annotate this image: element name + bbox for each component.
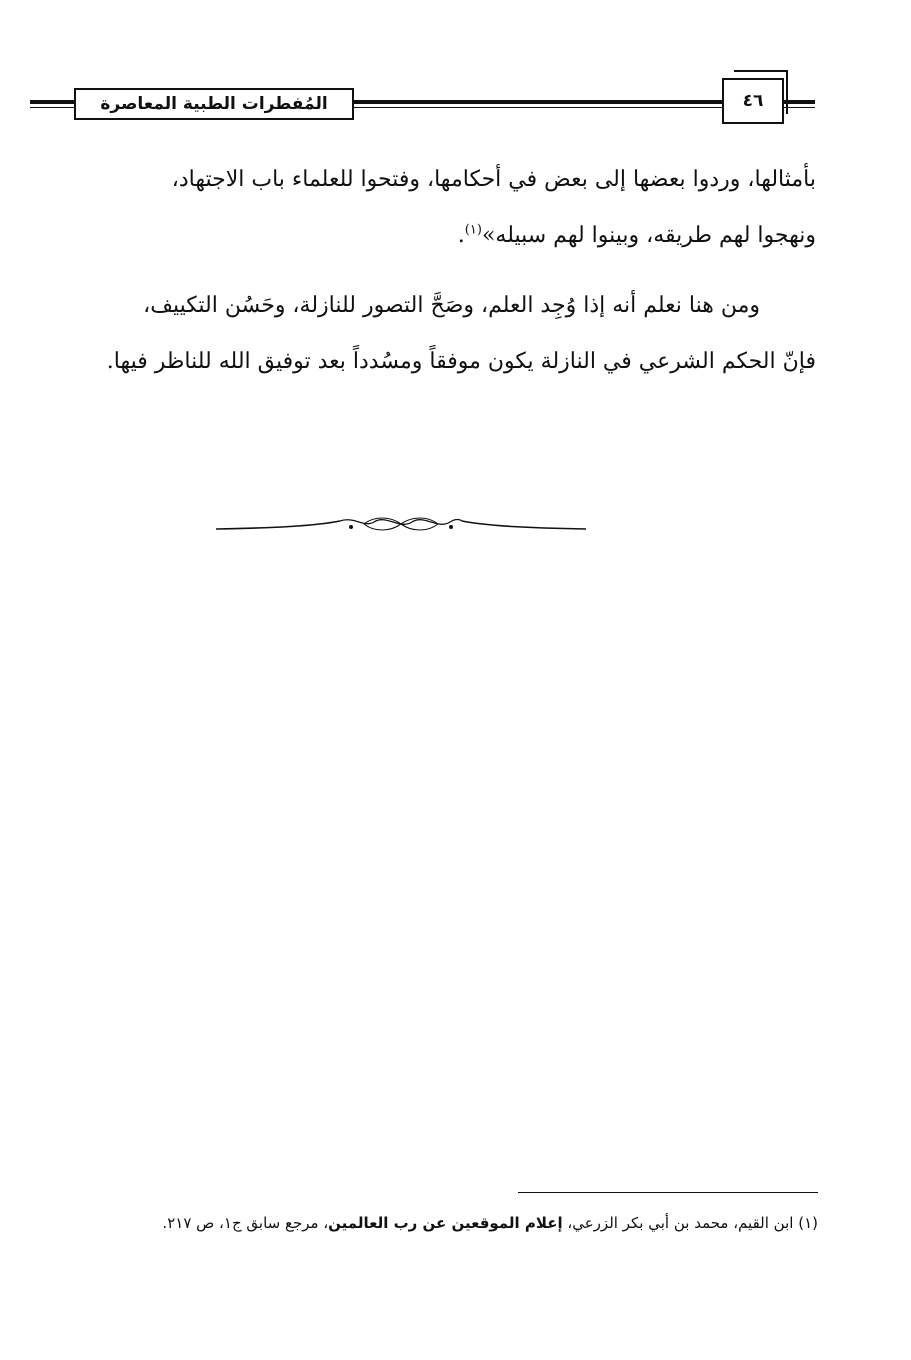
header-rule-middle-thick [354,100,722,104]
footnote-marker: (١) [798,1214,818,1232]
footnote-book-title: إعلام الموقعين عن رب العالمين [328,1214,563,1232]
header-rule-middle-thin [354,107,722,108]
paragraph-1-line-2-text: ونهجوا لهم طريقه، وبينوا لهم سبيله» [481,223,816,248]
paragraph-1-line-1: بأمثالها، وردوا بعضها إلى بعض في أحكامها، وفتحوا للعلماء باب الاجتهاد، [171,167,816,192]
header-rule-right-thin [784,107,815,108]
footnote [40,1214,818,1232]
running-title-frame [74,88,354,120]
footnote-reference: (١) [464,222,482,238]
header-rule-right-thick [784,100,815,104]
running-title: المُفطرات الطبية المعاصرة [100,94,328,114]
paragraph-2-line-1: ومن هنا نعلم أنه إذا وُجِد العلم، وصَحَّ التصور للنازلة، وحَسُن التكييف، [143,293,760,318]
footnote-text-after: ، مرجع سابق ج١، ص ٢١٧. [162,1214,329,1232]
page-number: ٤٦ [742,91,764,111]
page-header [30,74,815,130]
paragraph-2-line-2: فإنّ الحكم الشرعي في النازلة يكون موفقاً ومسُدداً بعد توفيق الله للناظر فيها. [106,349,816,374]
section-divider-ornament [214,510,588,540]
page-number-scroll [722,78,784,124]
paragraph-1-line-2-end: . [457,223,465,248]
footnote-separator [518,1192,818,1193]
footnote-text-before: ابن القيم، محمد بن أبي بكر الزرعي، [562,1214,794,1232]
paragraph-1-line-2 [40,208,816,264]
header-rule-left-thin [30,107,74,108]
header-rule-left-thick [30,100,74,104]
paragraph-2 [40,278,816,390]
paragraph-1 [40,152,816,264]
